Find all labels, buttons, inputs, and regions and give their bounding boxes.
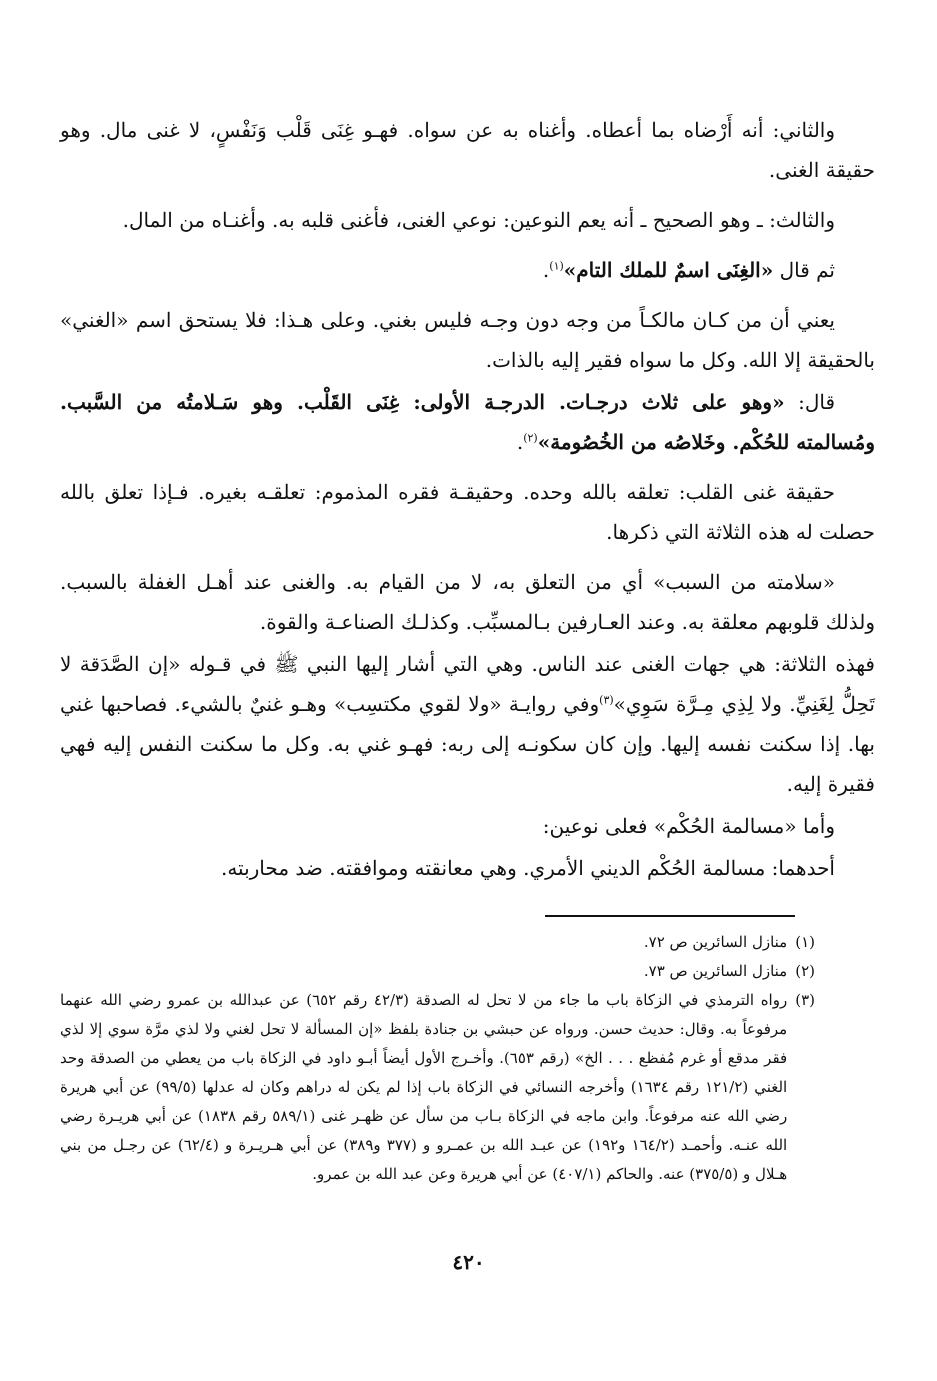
paragraph-text: والثالث: ـ وهو الصحيح ـ أنه يعم النوعين: نوعي الغنى، فأغنى قلبه به. وأغنـاه من المال. <box>122 208 835 232</box>
paragraph-explanation-1 <box>60 300 875 380</box>
footnote-ref: (٢) <box>523 431 538 445</box>
quoted-text: «الغِنَى اسمٌ للملك التام» <box>563 258 774 282</box>
footnote-item <box>60 928 815 957</box>
footnote-text: منازل السائرين ص ٧٢. <box>643 933 788 951</box>
paragraph-text: . <box>542 258 550 282</box>
paragraph-second-meaning <box>60 110 875 190</box>
paragraph-text: وفي روايـة «ولا لقوي مكتسِب» وهـو غنيٌ بالشيء. فصاحبها غني بها. إذا سكنت نفسه إليها. وإن كان سكونـه إلى ربه: فهـو غني به. وكل ما سكنت النفس إليه فهي فقيرة إليه. <box>60 692 876 796</box>
footnote-item <box>60 986 815 1189</box>
footnote-text: منازل السائرين ص ٧٣. <box>643 962 788 980</box>
quoted-text: «وهو على ثلاث درجـات. الدرجـة الأولى: غِنَى القَلْب. وهو سَـلامتُه من السَّبب. ومُسالمته للحُكْم. وخَلاصُه من الخُصُومة» <box>60 390 875 454</box>
paragraph-text: فهذه الثلاثة: هي جهات الغنى عند الناس. وهي التي أشار إليها النبي ﷺ في قـوله «إن الصَّدَقة لا تَحِلُّ لِغَنِيِّ. ولا لِذِي مِـرَّة سَوِي» <box>60 652 875 716</box>
paragraph-text: أحدهما: مسالمة الحُكْم الديني الأمري. وهي معانقته وموافقته. ضد محاربته. <box>220 856 835 880</box>
paragraph-text: «سلامته من السبب» أي من التعلق به، لا من القيام به. والغنى عند أهـل الغفلة بالسبب. ولذلك قلوبهم معلقة به. وعند العـارفين بـالمسبِّب. وكذلـك الصناعـة والقوة. <box>60 570 875 634</box>
paragraph-quote-2 <box>60 382 875 462</box>
paragraph-third-meaning <box>60 200 875 240</box>
footnote-number: (١) <box>795 933 815 951</box>
paragraph-safety-from-cause <box>60 562 875 642</box>
paragraph-three-aspects <box>60 644 875 804</box>
paragraph-submission <box>60 806 875 846</box>
footnote-ref: (٣) <box>599 693 614 707</box>
footnote-ref: (١) <box>549 259 564 273</box>
footnote-number: (٢) <box>795 962 815 980</box>
paragraph-heart-richness <box>60 472 875 552</box>
paragraph-quote-1 <box>60 250 875 290</box>
footnote-text: رواه الترمذي في الزكاة باب ما جاء من لا تحل له الصدقة (٤٢/٣ رقم ٦٥٢) عن عبدالله بن عمرو رضي الله عنهما مرفوعاً به. وقال: حديث حسن. ورواه عن حبشي بن جنادة بلفظ «إن المسألة لا تحل لغني ولا لذي مرَّة سوي إلا لذي فقر مدقع أو غرم مُفظع . . . الخ» (رقم ٦٥٣). وأخـرج الأول أيضاً أبـو داود في الزكاة باب من يعطي من الصدقة وحد الغني (١٢١/٢ رقم ١٦٣٤) وأخرجه النسائي في الزكاة باب إذا لم يكن له دراهم وكان له عدلها (٩٩/٥) عن أبي هريرة رضي الله عنه مرفوعاً. وابن ماجه في الزكاة بـاب من سأل عن ظهـر غنى (٥٨٩/١ رقم ١٨٣٨) عن أبي هريـرة رضي الله عنـه. وأحمـد (١٦٤/٢ و١٩٢) عن عبـد الله بن عمـرو و (٣٧٧ و٣٨٩) عن أبي هـريـرة و (٦٢/٤) عن رجـل من بني هـلال و (٣٧٥/٥) عنه. والحاكم (٤٠٧/١) عن أبي هريرة وعن عبد الله بن عمرو. <box>60 991 788 1183</box>
footnote-number: (٣) <box>795 991 815 1009</box>
paragraph-text: يعني أن من كـان مالكـاً من وجه دون وجـه فليس بغني. وعلى هـذا: فلا يستحق اسم «الغني» بالحقيقة إلا الله. وكل ما سواه فقير إليه بالذات. <box>60 308 875 372</box>
paragraph-text: حقيقة غنى القلب: تعلقه بالله وحده. وحقيقـة فقره المذموم: تعلقـه بغيره. فـإذا تعلق بالله حصلت له هذه الثلاثة التي ذكرها. <box>60 480 875 544</box>
paragraph-text: . <box>516 430 524 454</box>
footnote-item <box>60 957 815 986</box>
paragraph-text: ثم قال <box>773 258 835 282</box>
paragraph-first-type <box>60 848 875 888</box>
paragraph-text: والثاني: أنه أَرْضاه بما أعطاه. وأغناه به عن سواه. فهـو غِنَى قَلْب وَنَفْسٍ، لا غنى مال. وهو حقيقة الغنى. <box>60 118 875 182</box>
main-text <box>60 110 875 890</box>
paragraph-text: قال: <box>784 390 836 414</box>
paragraph-text: وأما «مسالمة الحُكْم» فعلى نوعين: <box>542 814 835 838</box>
page-number: ٤٢٠ <box>452 1250 485 1274</box>
footnote-divider <box>545 915 795 917</box>
footnotes <box>60 928 815 1189</box>
